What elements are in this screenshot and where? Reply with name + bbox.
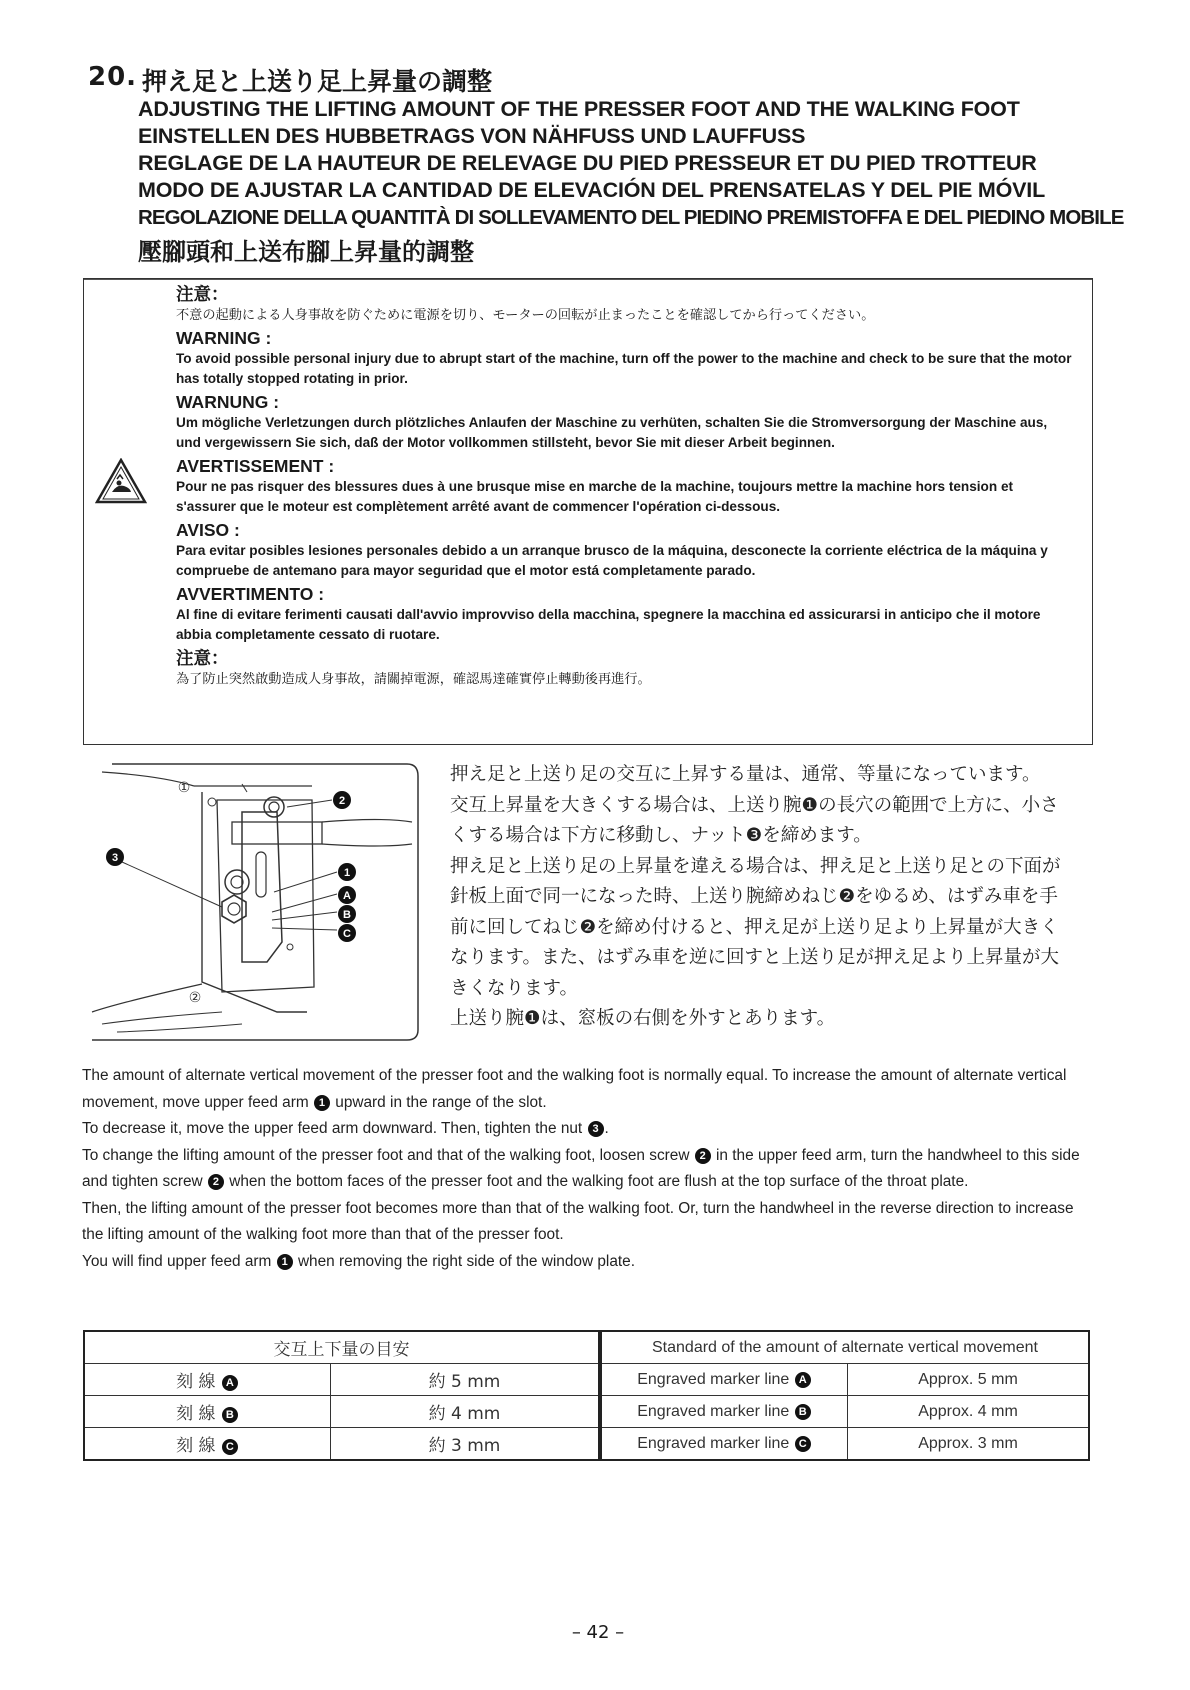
table-header: Standard of the amount of alternate vertical movement [601,1331,1089,1364]
svg-text:C: C [343,928,351,940]
jp-line: くする場合は下方に移動し、ナット❸を締めます。 [450,825,872,846]
table-row [84,1364,599,1396]
marker-badge: C [222,1439,238,1455]
row-label: 刻 線 [176,1404,216,1424]
label-n2 [333,791,351,809]
warning-label: AVISO : [176,520,240,540]
marker-badge: A [222,1375,238,1391]
row-label: Engraved marker line [637,1370,790,1388]
warning-text: Al fine di evitare ferimenti causati dall'avvio improvviso della macchina, spegnere la macchina ed assicurarsi in anticipo che il motore abbia completamente cessato di ruotare. [176,607,1041,642]
warning-list [176,283,1072,691]
svg-text:2: 2 [338,795,346,807]
row-label: 刻 線 [176,1372,216,1392]
warning-text: Um mögliche Verletzungen durch plötzliches Anlaufen der Maschine zu verhüten, schalten Sie die Stromversorgung der Maschine aus, und vergewissern Sie sich, daß der Motor vollkommen stillsteht, bevor Sie mit dieser Arbeit beginnen. [176,415,1048,450]
table-row [601,1428,1089,1461]
japanese-instructions [450,760,1090,1035]
ref-marker-3: 3 [588,1121,604,1137]
label-a [338,886,356,904]
section-title-zh: 壓腳頭和上送布腳上昇量的調整 [138,238,474,266]
warning-box [83,278,1093,745]
warning-text: 不意の起動による人身事故を防ぐために電源を切り、モーターの回転が止まったことを確認してから行ってください。 [176,307,875,322]
marker-badge: C [795,1436,811,1452]
en-text: To change the lifting amount of the presser foot and that of the walking foot, loosen screw [82,1146,690,1164]
table-row [84,1396,599,1428]
ref-marker-1: 1 [277,1254,293,1270]
warning-label: AVVERTIMENTO : [176,584,325,604]
warning-text: 為了防止突然啟動造成人身事故，請關掉電源，確認馬達確實停止轉動後再進行。 [176,671,651,686]
movement-table-ja [83,1330,600,1461]
table-cell-value: Approx. 4 mm [848,1396,1090,1428]
table-cell-label [84,1396,331,1428]
warning-text: Para evitar posibles lesiones personales debido a un arranque brusco de la máquina, desconecte la corriente eléctrica de la máquina y compruebe de antemano para mayor seguridad que el motor está completamente parado. [176,543,1048,578]
label-n1 [338,863,356,881]
warning-label: 注意： [176,648,229,668]
page-number: – 42 – [571,1622,625,1643]
en-paragraph [82,1116,1097,1143]
table-row [601,1396,1089,1428]
en-text: To decrease it, move the upper feed arm downward. Then, tighten the nut [82,1120,583,1137]
row-label: Engraved marker line [637,1434,790,1452]
table-cell-label [84,1428,331,1461]
jp-line: 押え足と上送り足の交互に上昇する量は、通常、等量になっています。 [450,764,1041,785]
presser-foot-diagram [82,762,420,1042]
section-title-fr: REGLAGE DE LA HAUTEUR DE RELEVAGE DU PIED PRESSEUR ET DU PIED TROTTEUR [138,151,1037,175]
table-cell-label [601,1364,848,1396]
svg-text:A: A [343,890,351,902]
hazard-warning-icon [95,458,147,504]
table-row [84,1428,599,1461]
en-paragraph [82,1063,1097,1116]
en-text: in the upper feed arm, turn the handwheel to this side and tighten screw [82,1146,1080,1190]
jp-line: きくなります。 [450,977,579,999]
warning-entry [176,327,1072,389]
en-text: upward in the range of the slot. [335,1093,547,1111]
warning-text: To avoid possible personal injury due to abrupt start of the machine, turn off the power to the machine and check to be sure that the motor has totally stopped rotating in prior. [176,351,1072,386]
en-paragraph [82,1249,1097,1276]
marker-badge: B [222,1407,238,1423]
table-cell-value: Approx. 3 mm [848,1428,1090,1461]
row-label: 刻 線 [176,1436,216,1456]
section-title-en: ADJUSTING THE LIFTING AMOUNT OF THE PRESSER FOOT AND THE WALKING FOOT [138,97,1020,121]
ref-marker-1: 1 [314,1095,330,1111]
svg-text:1: 1 [343,867,351,879]
jp-line: 押え足と上送り足の上昇量を違える場合は、押え足と上送り足との下面が [450,855,1061,877]
en-text: The amount of alternate vertical movement of the presser foot and the walking foot is normally equal. To increase the amount of alternate vertical movement, move upper feed arm [82,1067,1067,1111]
warning-text: Pour ne pas risquer des blessures dues à une brusque mise en marche de la machine, toujours mettre la machine hors tension et s'assurer que le moteur est complètement arrêté avant de commencer l'opération ci-dessous. [176,479,1014,514]
warning-entry [176,647,1072,689]
table-cell-label [601,1428,848,1461]
table-cell-value: Approx. 5 mm [848,1364,1090,1396]
movement-table-en [600,1330,1090,1461]
en-paragraph: Then, the lifting amount of the presser foot becomes more than that of the walking foot. Or, turn the handwheel in the reverse direction to increase the lifting amount of the walking foot more than that of the presser foot. [82,1199,1074,1243]
table-header: 交互上下量の目安 [84,1331,599,1364]
jp-line: なります。また、はずみ車を逆に回すと上送り足が押え足より上昇量が大 [450,947,1060,968]
ref-marker-2: 2 [695,1148,711,1164]
en-text: . [604,1120,609,1137]
table-row [601,1364,1089,1396]
section-title-it: REGOLAZIONE DELLA QUANTITÀ DI SOLLEVAMENTO DEL PIEDINO PREMISTOFFA E DEL PIEDINO MOBILE [138,206,1124,229]
warning-entry [176,583,1072,645]
table-cell-label [601,1396,848,1428]
jp-line: 上送り腕❶は、窓板の右側を外すとあります。 [450,1008,836,1029]
warning-label: AVERTISSEMENT : [176,456,335,476]
en-text: You will find upper feed arm [82,1252,272,1270]
table-cell-label [84,1364,331,1396]
label-pos2: ② [188,990,202,1006]
table-cell-value: 約 4 mm [331,1396,600,1428]
jp-line: 前に回してねじ❷を締め付けると、押え足が上送り足より上昇量が大きく [450,916,1059,938]
svg-text:3: 3 [111,852,119,864]
en-paragraph [82,1143,1097,1196]
warning-entry [176,283,1072,325]
marker-badge: B [795,1404,811,1420]
label-c [338,924,356,942]
label-pos1: ① [177,780,191,796]
table-cell-value: 約 5 mm [331,1364,600,1396]
section-title-es: MODO DE AJUSTAR LA CANTIDAD DE ELEVACIÓN DEL PRENSATELAS Y DEL PIE MÓVIL [138,178,1046,202]
warning-label: 注意： [176,284,229,304]
warning-label: WARNING : [176,328,272,348]
english-instructions [82,1063,1097,1275]
en-text: when the bottom faces of the presser foot and the walking foot are flush at the top surface of the throat plate. [229,1173,969,1190]
en-text: when removing the right side of the window plate. [297,1252,636,1270]
section-number: 20. [88,62,138,92]
warning-label: WARNUNG : [176,392,280,412]
label-n3 [106,848,124,866]
table-cell-value: 約 3 mm [331,1428,600,1461]
ref-marker-2: 2 [208,1174,224,1190]
section-title-ja: 押え足と上送り足上昇量の調整 [142,67,493,96]
section-title-de: EINSTELLEN DES HUBBETRAGS VON NÄHFUSS UND LAUFFUSS [138,124,806,148]
row-label: Engraved marker line [637,1402,790,1420]
warning-entry [176,519,1072,581]
jp-line: 針板上面で同一になった時、上送り腕締めねじ❷をゆるめ、はずみ車を手 [450,886,1058,907]
label-b [338,905,356,923]
warning-entry [176,455,1072,517]
warning-entry [176,391,1072,453]
svg-text:B: B [343,909,351,921]
marker-badge: A [795,1372,811,1388]
jp-line: 交互上昇量を大きくする場合は、上送り腕❶の長穴の範囲で上方に、小さ [450,794,1059,816]
